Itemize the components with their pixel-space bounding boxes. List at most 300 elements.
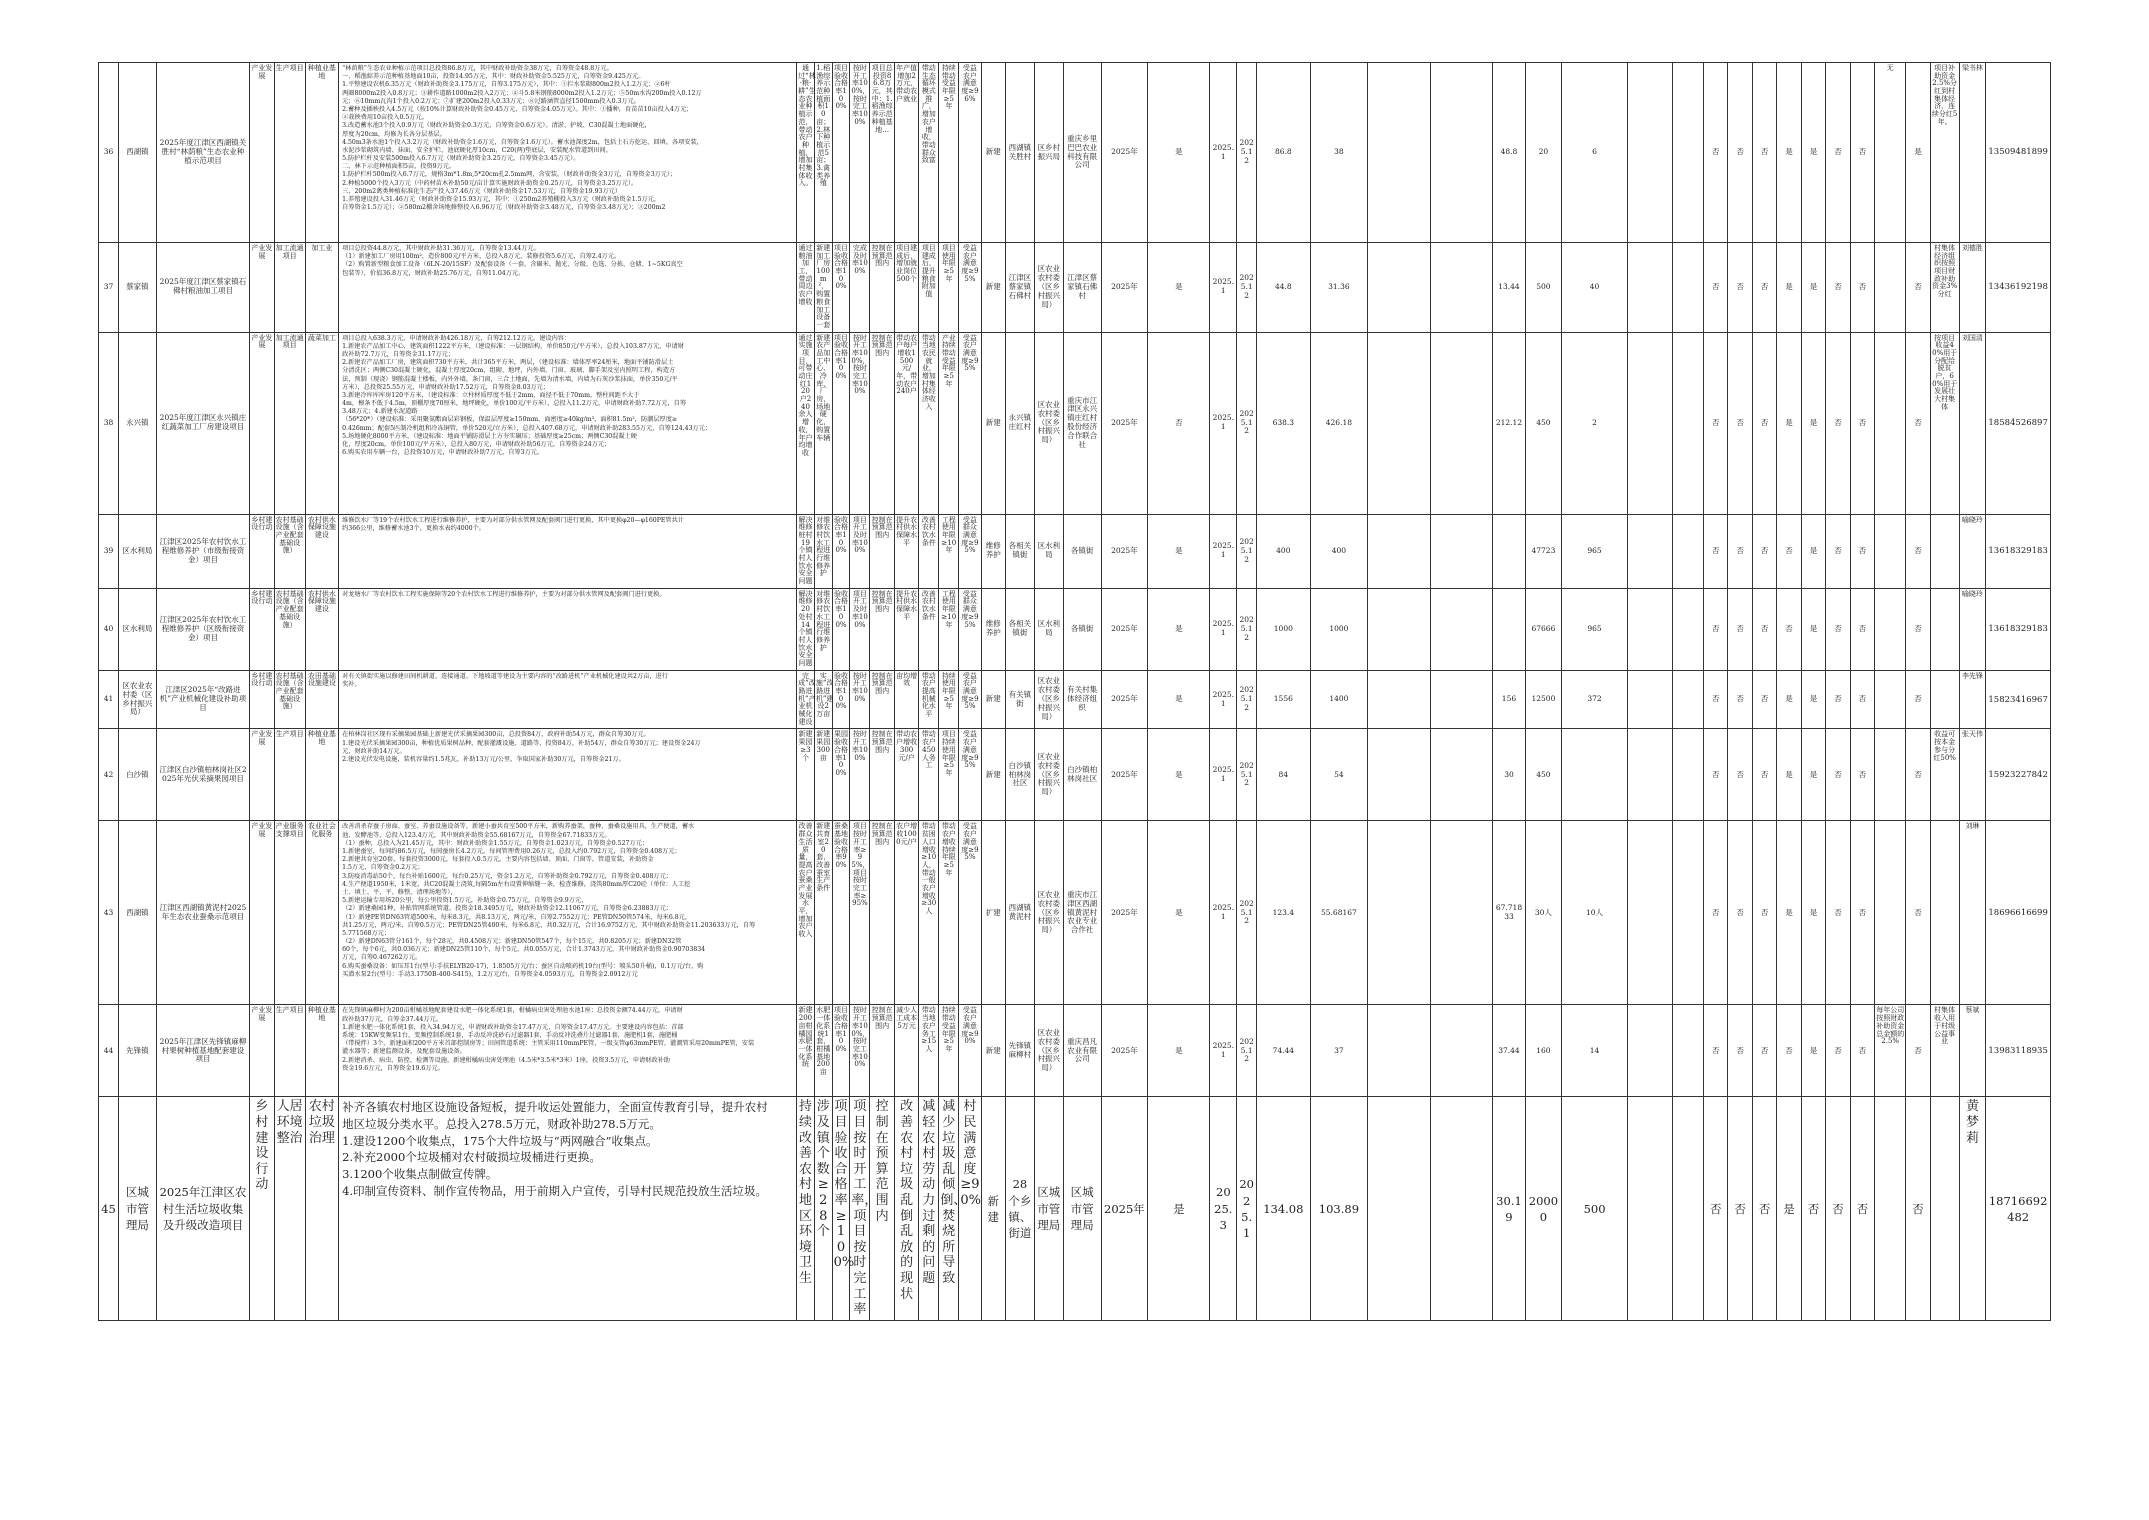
project-category-cell: 生产项目 xyxy=(274,63,305,243)
row-number-cell: 40 xyxy=(99,588,119,670)
implementing-unit-cell: 区水利局 xyxy=(119,588,157,670)
is-included-cell: 是 xyxy=(1148,670,1210,729)
start-date-cell: 2025.1 xyxy=(1210,63,1237,243)
content-line: 2.新建共育室20套，每套投资3000元，每套投入0.5万元。主要内容包括墙、顶面、门窗等，管道安装，补助资金 xyxy=(342,856,654,864)
timeliness-indicator-cell: 按时开工率100% xyxy=(850,729,870,821)
end-date-cell: 2025.12 xyxy=(1237,243,1257,333)
project-owner-cell: 重庆乡里巴巴农业科技有限公司 xyxy=(1063,63,1101,243)
construction-content-cell xyxy=(339,1097,797,1320)
content-line: 政补助72.7万元，自筹资金31.17万元； xyxy=(342,350,455,358)
start-date-cell: 2025.1 xyxy=(1210,243,1237,333)
flag-cell: 否 xyxy=(1752,821,1776,1005)
contact-person-cell: 张天伟 xyxy=(1959,729,1986,821)
implementing-unit-cell: 区水利局 xyxy=(119,514,157,588)
content-line: ②栽秧费用10亩投入0.5万元。 xyxy=(342,114,428,122)
content-line: 6.购买蚕桑设备：如压耳1台(型号:手扶ELYB20-17)，1.8505万元/台；蚕区自动喷药机19台(型号：喷头50升桶)，0.1万元/台，购 xyxy=(342,962,704,970)
profit-distribution-mechanism-cell xyxy=(1930,670,1959,729)
project-type-cell: 产业发展 xyxy=(250,729,274,821)
satisfaction-indicator-cell: 受益农户满意度≥95% xyxy=(959,729,981,821)
flag-cell: 否 xyxy=(1752,63,1776,243)
social-benefit-cell: 带动生态循环模式推广，增加农户增收，带动群众致富 xyxy=(919,63,939,243)
contact-person-cell: 刘德胜 xyxy=(1959,243,1986,333)
project-type-cell: 乡村建设行动 xyxy=(250,1097,274,1320)
project-subcategory-cell: 农村垃圾治理 xyxy=(305,1097,338,1320)
construction-content-cell xyxy=(339,514,797,588)
other-funds-a-cell xyxy=(1368,63,1430,243)
social-benefit-cell: 项目建成后，提升粮食附加值 xyxy=(919,243,939,333)
satisfaction-indicator-cell: 受益农户满意度≥95% xyxy=(959,332,981,514)
benefit-output-cell: 实施“改路进机”建设2万亩 xyxy=(814,670,832,729)
blank-cell xyxy=(1628,670,1672,729)
economic-benefit-cell: 带动农户每户增收1500元/年，带动农户240户 xyxy=(894,332,918,514)
flag-cell: 是 xyxy=(1801,588,1825,670)
benefit-target-cell: 改善群众生活质量，提高农户蚕桑产业发展水平，增加农户收入 xyxy=(797,821,815,1005)
project-category-cell: 农村基础设施（含产业配套基础设施） xyxy=(274,670,305,729)
content-line: 1.新建水肥一体化系统1套，投入34.94万元，申请财政补助资金17.47万元，自筹资金17.47万元。主要建设内容包括：首部 xyxy=(342,1023,684,1031)
project-owner-cell: 区城市管理局 xyxy=(1063,1097,1101,1320)
quality-indicator-cell: 项目验收合格率100% xyxy=(832,243,850,333)
implementing-unit-cell: 区城市管理局 xyxy=(119,1097,157,1320)
content-line: 5.场地硬化8000平方米，（建设标准：地面平铺防滑层土方夯实碾压；基础厚度≥25cm；两侧C30混凝土硬 xyxy=(342,432,637,440)
end-date-cell: 2025.1 xyxy=(1237,1097,1257,1320)
blank-cell xyxy=(1672,821,1703,1005)
content-line: 1.5万元，自筹资金0.2万元； xyxy=(342,864,424,872)
competent-department-cell: 区水利局 xyxy=(1034,588,1063,670)
benefit-mechanism-note-cell xyxy=(1875,243,1906,333)
project-name-cell: 2025年度江津区永兴镇庄红蔬菜加工厂房建设项目 xyxy=(156,332,249,514)
content-line: （2）购置新型粮食加工设备（6LN-20/15SF）及配套设备（一套，含碾米、抛光、分级、色选、分拣、仓储、1~5KG真空 xyxy=(342,261,683,269)
contact-person-cell: 喻晓玲 xyxy=(1959,588,1986,670)
blank-cell xyxy=(1672,588,1703,670)
flag-cell: 否 xyxy=(1703,670,1727,729)
content-line: 1.平整建设农机6.35万元（财政补助资金3.175万元，自筹3.175万元），其中：①拦水浆砌800m2投入1.2万元；②6杆 xyxy=(342,81,671,89)
implementing-unit-cell: 西湖镇 xyxy=(119,63,157,243)
content-line: （2）新建DN63管分161个，每个28元，共0.4508万元；新建DN50管547个，每个15元，共0.8205万元；新建DN32管 xyxy=(342,938,682,946)
economic-benefit-cell: 年产值增加2万元，带动农户就业 xyxy=(894,63,918,243)
flag-cell: 否 xyxy=(1703,63,1727,243)
project-owner-cell: 重庆市江津区永兴镇庄红村股份经济合作联合社 xyxy=(1063,332,1101,514)
construction-nature-cell: 维修养护 xyxy=(981,588,1005,670)
benefit-target-cell: 通过实施项目，可带动庄红120户240余人增收，年户均增收 xyxy=(797,332,815,514)
content-line: 6.购买农用车辆一台，总投资10万元，申请财政补助7万元，自筹3万元。 xyxy=(342,449,544,457)
blank-cell xyxy=(1628,332,1672,514)
flag-cell: 否 xyxy=(1850,729,1874,821)
row-number-cell: 36 xyxy=(99,63,119,243)
profit-distribution-mechanism-cell: 收益可按本金参与分红50% xyxy=(1930,729,1959,821)
content-line: 政补助37万元，自筹金37.44万元。 xyxy=(342,1015,442,1023)
content-line: 池、发酵池等，总投入123.4万元，其中财政补助资金55.68167万元，自筹资金67.71833万元。 xyxy=(342,831,611,839)
content-line: 3.新建冷库库库房120平方米，（建设标准：立柱材质厚度不低于2mm，面径不低于70mm，整柱间距不大于 xyxy=(342,391,640,399)
construction-nature-cell: 新建 xyxy=(981,729,1005,821)
construction-nature-cell: 新建 xyxy=(981,670,1005,729)
flag-cell: 否 xyxy=(1801,1097,1825,1320)
benefit-mechanism-note-cell: 无 xyxy=(1875,63,1906,243)
beneficiary-poor-households-cell: 965 xyxy=(1561,588,1628,670)
benefit-output-cell: 1.稻渔综养示范种植面积10亩；2.林下种植示范5亩；3.禽类养殖 xyxy=(814,63,832,243)
content-line: 维修饮水厂等19个农村饮水工程进行维修养护，主要为对部分供水管网及配套阀门进行更换，其中更换φ20—φ160PE管共计 xyxy=(342,516,684,524)
start-date-cell: 2025.1 xyxy=(1210,588,1237,670)
end-date-cell: 2025.12 xyxy=(1237,821,1257,1005)
content-line: 万元，自筹0.467262万元。 xyxy=(342,954,422,962)
is-linked-cell: 否 xyxy=(1906,1005,1930,1097)
row-number-cell: 45 xyxy=(99,1097,119,1320)
table-row xyxy=(99,243,2051,333)
cost-indicator-cell: 控制在预算范围内 xyxy=(870,243,894,333)
fiscal-funds-cell: 31.36 xyxy=(1310,243,1368,333)
flag-cell: 否 xyxy=(1703,729,1727,821)
fiscal-funds-cell: 103.89 xyxy=(1310,1097,1368,1320)
beneficiary-poor-households-cell: 2 xyxy=(1561,332,1628,514)
content-line: 2.建设光伏发电设施，装机容量约1.5兆瓦，补助13万元/公里，争取国家补助30万元，自筹资金21万。 xyxy=(342,756,625,763)
start-date-cell: 2025.1 xyxy=(1210,332,1237,514)
self-raised-funds-cell: 30.19 xyxy=(1492,1097,1525,1320)
flag-cell: 否 xyxy=(1703,821,1727,1005)
content-line: 5.新建运输专用场20公里，每公里投资1.5万元，补助资金0.75万元，自筹资金9.9万元， xyxy=(342,897,588,905)
flag-cell: 是 xyxy=(1801,63,1825,243)
start-date-cell: 2025.1 xyxy=(1210,670,1237,729)
social-benefit-cell: 改善农村饮水条件 xyxy=(919,514,939,588)
content-line: 1.建设光伏采摘果园300亩，种植优质果树品种，配套灌溉设施、道路等，投资84万，补助54万，群众自筹30万元；建设资金24万 xyxy=(342,739,701,747)
timeliness-indicator-cell: 项目开工及时率100% xyxy=(850,514,870,588)
project-location-cell: 白沙镇柏林岗社区 xyxy=(1005,729,1034,821)
end-date-cell: 2025.12 xyxy=(1237,1005,1257,1097)
blank-cell xyxy=(1672,243,1703,333)
economic-benefit-cell: 带动农户增收300元/户 xyxy=(894,729,918,821)
content-line: 元；⑥10mm瓦沟1个投入0.2万元；⑦扩建200m2投入0.33万元；⑧过路涵管直径1500mm投入0.3万元。 xyxy=(342,97,640,105)
project-location-cell: 各相关镇街 xyxy=(1005,588,1034,670)
row-number-cell: 43 xyxy=(99,821,119,1005)
start-date-cell: 2025.1 xyxy=(1210,821,1237,1005)
is-linked-cell: 否 xyxy=(1906,514,1930,588)
beneficiary-households-cell: 450 xyxy=(1526,332,1562,514)
profit-distribution-mechanism-cell: 项目补助资金2.5%分红到村集体经济，连续分红5年。 xyxy=(1930,63,1959,243)
project-location-cell: 西湖镇关胜村 xyxy=(1005,63,1034,243)
blank-cell xyxy=(1672,63,1703,243)
total-investment-cell: 123.4 xyxy=(1257,821,1310,1005)
contact-person-cell: 李先锋 xyxy=(1959,670,1986,729)
flag-cell: 否 xyxy=(1777,1005,1801,1097)
project-subcategory-cell: 种植业基地 xyxy=(305,1005,338,1097)
total-investment-cell: 84 xyxy=(1257,729,1310,821)
benefit-mechanism-note-cell: 每年公司按照财政补助资金总金额的2.5% xyxy=(1875,1005,1906,1097)
contact-phone-cell: 13436192198 xyxy=(1986,243,2051,333)
other-funds-a-cell xyxy=(1368,332,1430,514)
end-date-cell: 2025.12 xyxy=(1237,588,1257,670)
project-name-cell: 江津区2025年农村饮水工程维修养护（市级衔接资金）项目 xyxy=(156,514,249,588)
self-raised-funds-cell: 13.44 xyxy=(1492,243,1525,333)
is-included-cell: 是 xyxy=(1148,1005,1210,1097)
project-location-cell: 先锋镇麻柳村 xyxy=(1005,1005,1034,1097)
blank-cell xyxy=(1628,729,1672,821)
is-linked-cell: 否 xyxy=(1906,670,1930,729)
quality-indicator-cell: 项目验收合格率100% xyxy=(832,332,850,514)
content-line: 灌水器等；新建监测设备，及配套设施设备。 xyxy=(342,1048,466,1056)
contact-person-cell: 刘琳 xyxy=(1959,821,1986,1005)
content-line: 对有关镇街实施以修建田间机耕道、连接通道、下地坡道等建设为主要内容的“改路进机”产业机械化建设共2万亩，进行 xyxy=(342,672,668,680)
row-number-cell: 42 xyxy=(99,729,119,821)
implementing-unit-cell: 先锋镇 xyxy=(119,1005,157,1097)
project-location-cell: 各相关镇街 xyxy=(1005,514,1034,588)
project-type-cell: 产业发展 xyxy=(250,332,274,514)
flag-cell: 否 xyxy=(1728,1097,1752,1320)
quality-indicator-cell: 果园验收合格率100% xyxy=(832,729,850,821)
project-category-cell: 农村基础设施（含产业配套基础设施） xyxy=(274,514,305,588)
row-number-cell: 44 xyxy=(99,1005,119,1097)
sustainability-indicator-cell: 持续带动受益年限≥5年 xyxy=(939,63,959,243)
flag-cell: 否 xyxy=(1752,1005,1776,1097)
beneficiary-poor-households-cell: 500 xyxy=(1561,1097,1628,1320)
sustainability-indicator-cell: 带动农户增收持续年限≥5年 xyxy=(939,821,959,1005)
content-line: （1）蚕种，总投入为21.45万元，其中：财政补助资金1.55万元，自筹资金1.023万元，自筹资金0.527万元； xyxy=(342,839,649,847)
construction-content-cell xyxy=(339,729,797,821)
table-body xyxy=(99,63,2051,1321)
content-line: 4.50m3条水池1个投入3.2万元（财政补助资金1.6万元，自筹资金1.6万元）。蓄水池深度2m，包括土石方挖运、回填、各项安装， xyxy=(342,138,703,146)
satisfaction-indicator-cell: 受益农户满意度≥95% xyxy=(959,243,981,333)
profit-distribution-mechanism-cell: 村集体经济组织按照项目财政补助资金3%分红 xyxy=(1930,243,1959,333)
is-linked-cell: 否 xyxy=(1906,729,1930,821)
content-line: 自筹资金1.5万元）；②580m2棚舍场地修整投入6.96万元（财政补助资金3.48万元，自筹资金3.48万元）；③200m2 xyxy=(342,204,666,212)
satisfaction-indicator-cell: 受益农户满意度≥90% xyxy=(959,1005,981,1097)
fiscal-funds-cell: 426.18 xyxy=(1310,332,1368,514)
benefit-target-cell: 通过粮油加工，带动周边农户增收 xyxy=(797,243,815,333)
beneficiary-poor-households-cell: 40 xyxy=(1561,243,1628,333)
fiscal-funds-cell: 37 xyxy=(1310,1005,1368,1097)
is-included-cell: 是 xyxy=(1148,729,1210,821)
quality-indicator-cell: 项目验收合格率100% xyxy=(832,63,850,243)
content-line: 5.771568万元； xyxy=(342,929,391,937)
self-raised-funds-cell: 37.44 xyxy=(1492,1005,1525,1097)
flag-cell: 是 xyxy=(1801,243,1825,333)
project-category-cell: 加工流通项目 xyxy=(274,332,305,514)
sustainability-indicator-cell: 工程使用年限≥10年 xyxy=(939,514,959,588)
cost-indicator-cell: 项目总投资86.8万元，其中：1.稻渔综养示范种植基地… xyxy=(870,63,894,243)
flag-cell: 否 xyxy=(1826,1097,1850,1320)
profit-distribution-mechanism-cell xyxy=(1930,821,1959,1005)
plan-year-cell: 2025年 xyxy=(1101,1005,1148,1097)
content-line: 5.防护栏杆及安装500m投入6.7万元（财政补助资金3.25万元，自筹资金3.45万元）。 xyxy=(342,155,580,163)
content-line: “林荫粮”生态农业种植示范项目总投资86.8万元，其中财政补助资金38万元，自筹资金48.8万元。 xyxy=(342,65,613,72)
benefit-mechanism-note-cell xyxy=(1875,821,1906,1005)
beneficiary-households-cell: 47723 xyxy=(1526,514,1562,588)
content-line: 4.生产便道1950米，1米宽，共C20混凝土浇筑,每隔5m左右设置伸缩缝一条，检查维修，浇筑80mm厚C20砼（单位：人工挖 xyxy=(342,880,691,888)
plan-year-cell: 2025年 xyxy=(1101,729,1148,821)
competent-department-cell: 区农业农村委（区乡村振兴局） xyxy=(1034,729,1063,821)
table-row xyxy=(99,63,2051,243)
blank-cell xyxy=(1628,821,1672,1005)
economic-benefit-cell: 提升农村供水保障水平 xyxy=(894,588,918,670)
self-raised-funds-cell: 67.71833 xyxy=(1492,821,1525,1005)
content-line: 买潜水泵2台(型号：手动3.1750B-400-S415)，1.2万元/台，自筹资金4.0593万元，自筹资金2.0912万元 xyxy=(342,970,638,978)
project-subcategory-cell: 农田基础设施建设 xyxy=(305,670,338,729)
competent-department-cell: 区乡村振兴局 xyxy=(1034,63,1063,243)
contact-phone-cell: 13509481899 xyxy=(1986,63,2051,243)
flag-cell: 是 xyxy=(1801,670,1825,729)
project-name-cell: 2025年度江津区西湖镇关胜村“林荫粮”生态农业种植示范项目 xyxy=(156,63,249,243)
timeliness-indicator-cell: 按时开工率100% xyxy=(850,670,870,729)
quality-indicator-cell: 验收合格率100% xyxy=(832,588,850,670)
start-date-cell: 2025.1 xyxy=(1210,514,1237,588)
social-benefit-cell: 带动农户提高机械化水平 xyxy=(919,670,939,729)
other-funds-a-cell xyxy=(1368,514,1430,588)
cost-indicator-cell: 控制在预算范围内 xyxy=(870,821,894,1005)
benefit-target-cell: 解决维修桩村19个镇村人饮水安全问题 xyxy=(797,514,815,588)
total-investment-cell: 638.3 xyxy=(1257,332,1310,514)
project-category-cell: 生产项目 xyxy=(274,1005,305,1097)
cost-indicator-cell: 控制在预算范围内 xyxy=(870,332,894,514)
project-type-cell: 乡村建设行动 xyxy=(250,514,274,588)
self-raised-funds-cell: 156 xyxy=(1492,670,1525,729)
flag-cell: 是 xyxy=(1777,243,1801,333)
contact-person-cell: 刘国清 xyxy=(1959,332,1986,514)
beneficiary-households-cell: 20 xyxy=(1526,63,1562,243)
social-benefit-cell: 改善农村饮水条件 xyxy=(919,588,939,670)
social-benefit-cell: 带动贫困人口增收≥10人，带动一般农户增收≥30人 xyxy=(919,821,939,1005)
construction-nature-cell: 新建 xyxy=(981,63,1005,243)
total-investment-cell: 86.8 xyxy=(1257,63,1310,243)
contact-person-cell: 黄梦莉 xyxy=(1959,1097,1986,1320)
construction-content-cell xyxy=(339,588,797,670)
blank-cell xyxy=(1628,1005,1672,1097)
other-funds-b-cell xyxy=(1430,1097,1492,1320)
start-date-cell: 2025.1 xyxy=(1210,1005,1237,1097)
construction-content-cell xyxy=(339,1005,797,1097)
flag-cell: 否 xyxy=(1752,243,1776,333)
content-line: 4m，檩条不低于4.5m，顶棚厚度70厘米，地坪硬化，单价100元/平方米），总投入11.2万元，申请财政补助7.72万元，自筹 xyxy=(342,400,687,408)
content-line: 地区垃圾分类水平。总投入278.5万元，财政补助278.5万元。 xyxy=(342,1117,661,1132)
project-type-cell: 乡村建设行动 xyxy=(250,588,274,670)
self-raised-funds-cell: 30 xyxy=(1492,729,1525,821)
content-line: 项目总投资44.8万元，其中财政补助31.36万元，自筹资金13.44万元。 xyxy=(342,245,540,252)
flag-cell: 否 xyxy=(1826,1005,1850,1097)
other-funds-a-cell xyxy=(1368,1005,1430,1097)
flag-cell: 否 xyxy=(1850,588,1874,670)
plan-year-cell: 2025年 xyxy=(1101,1097,1148,1320)
flag-cell: 是 xyxy=(1777,729,1801,821)
flag-cell: 是 xyxy=(1801,821,1825,1005)
is-linked-cell: 否 xyxy=(1906,821,1930,1005)
beneficiary-households-cell: 20000 xyxy=(1526,1097,1562,1320)
benefit-output-cell: 涉及镇个数≥28个 xyxy=(814,1097,832,1320)
flag-cell: 否 xyxy=(1703,1097,1727,1320)
total-investment-cell: 44.8 xyxy=(1257,243,1310,333)
competent-department-cell: 区农业农村委（区乡村振兴局） xyxy=(1034,821,1063,1005)
profit-distribution-mechanism-cell xyxy=(1930,514,1959,588)
economic-benefit-cell: 项目建成后，增加就业岗位500个 xyxy=(894,243,918,333)
other-funds-a-cell xyxy=(1368,1097,1430,1320)
table-row xyxy=(99,588,2051,670)
other-funds-b-cell xyxy=(1430,670,1492,729)
other-funds-b-cell xyxy=(1430,332,1492,514)
beneficiary-households-cell: 67666 xyxy=(1526,588,1562,670)
cost-indicator-cell: 控制在预算范围内 xyxy=(870,670,894,729)
plan-year-cell: 2025年 xyxy=(1101,670,1148,729)
contact-person-cell: 蔡斌 xyxy=(1959,1005,1986,1097)
fiscal-funds-cell: 54 xyxy=(1310,729,1368,821)
flag-cell: 是 xyxy=(1801,332,1825,514)
total-investment-cell: 1000 xyxy=(1257,588,1310,670)
competent-department-cell: 区农业农村委（区乡村振兴局） xyxy=(1034,670,1063,729)
construction-content-cell xyxy=(339,670,797,729)
project-category-cell: 生产项目 xyxy=(274,729,305,821)
competent-department-cell: 区农业农村委（区乡村振兴局） xyxy=(1034,243,1063,333)
content-line: 2.补充2000个垃圾桶对农村破损垃圾桶进行更换。 xyxy=(342,1150,601,1165)
blank-cell xyxy=(1628,63,1672,243)
benefit-target-cell: 新建果园≥3个 xyxy=(797,729,815,821)
is-included-cell: 是 xyxy=(1148,514,1210,588)
flag-cell: 否 xyxy=(1728,332,1752,514)
total-investment-cell: 134.08 xyxy=(1257,1097,1310,1320)
satisfaction-indicator-cell: 受益群众满意度≥95% xyxy=(959,514,981,588)
timeliness-indicator-cell: 按时开工率100%，按时完工率100% xyxy=(850,1005,870,1097)
content-line: 共1.25万元，两元/米，自筹0.5万元；PE管DN25管400米，每米6.8元，共0.32万元，合计16.9752万元，其中财政补助资金11.203633万元，自筹 xyxy=(342,921,756,929)
benefit-mechanism-note-cell xyxy=(1875,1097,1906,1320)
plan-year-cell: 2025年 xyxy=(1101,821,1148,1005)
other-funds-b-cell xyxy=(1430,1005,1492,1097)
construction-nature-cell: 新建 xyxy=(981,1005,1005,1097)
content-line: 一、稻渔綜养示范种植基地面10亩，投资14.95万元，其中：财政补助资金5.525万元，自筹资金9.425万元。 xyxy=(342,73,645,81)
fiscal-funds-cell: 400 xyxy=(1310,514,1368,588)
content-line: 奖补。 xyxy=(342,680,361,688)
contact-phone-cell: 18716692482 xyxy=(1986,1097,2051,1320)
quality-indicator-cell: 蚕桑基地验收合格率90% xyxy=(832,821,850,1005)
project-owner-cell: 有关村集体经济组织 xyxy=(1063,670,1101,729)
flag-cell: 否 xyxy=(1850,243,1874,333)
flag-cell: 否 xyxy=(1752,332,1776,514)
benefit-mechanism-note-cell xyxy=(1875,588,1906,670)
content-line: 在先锋镇麻柳村为200亩柑橘基地配套建设水肥一体化系统1套，柑橘病虫害处理池水池1座；总投资金额74.44万元，申请财 xyxy=(342,1007,683,1015)
social-benefit-cell: 带动当地农民就业，增加村集体经济收入 xyxy=(919,332,939,514)
flag-cell: 否 xyxy=(1826,332,1850,514)
project-location-cell: 有关镇街 xyxy=(1005,670,1034,729)
flag-cell: 是 xyxy=(1777,63,1801,243)
benefit-target-cell: 新建200亩柑橘园水肥一体化系统 xyxy=(797,1005,815,1097)
content-line: （56*20*）（建设标准：采用聚氨酯面层彩钢板，保温层厚度≥150mm，面密度≥40kg/m³，面积81.5m²，防潮层厚度≥ xyxy=(342,416,678,424)
beneficiary-poor-households-cell: 372 xyxy=(1561,670,1628,729)
satisfaction-indicator-cell: 受益农户满意度≥96% xyxy=(959,63,981,243)
is-included-cell: 是 xyxy=(1148,63,1210,243)
content-line: 土、填土、平、平、修整，清理场地等）， xyxy=(342,888,457,896)
other-funds-a-cell xyxy=(1368,670,1430,729)
content-line: 系统：15KW变频泵1台，变频控制系统1套，手动反冲洗砂石过滤器1套，手动反冲洗叠片过滤器1套，施肥机1套，施肥桶 xyxy=(342,1032,678,1039)
project-type-cell: 产业发展 xyxy=(250,821,274,1005)
quality-indicator-cell: 验收合格率100% xyxy=(832,514,850,588)
content-line: 补齐各镇农村地区设施设备短板，提升收运处置能力，全面宣传教育引导，提升农村 xyxy=(342,1100,768,1115)
flag-cell: 否 xyxy=(1728,514,1752,588)
plan-year-cell: 2025年 xyxy=(1101,243,1148,333)
beneficiary-households-cell: 12500 xyxy=(1526,670,1562,729)
content-line: 元，财政补助14万元。 xyxy=(342,747,406,755)
content-line: （1）新建PE管DN63管道500米，每米8.3元，共8.13万元，两元/米，自筹2.7552万元；PE管DN50管574米，每米6.8元， xyxy=(342,913,692,921)
cost-indicator-cell: 控制在预算范围内 xyxy=(870,729,894,821)
plan-year-cell: 2025年 xyxy=(1101,63,1148,243)
flag-cell: 否 xyxy=(1777,514,1801,588)
fiscal-funds-cell: 1000 xyxy=(1310,588,1368,670)
flag-cell: 否 xyxy=(1826,729,1850,821)
flag-cell: 否 xyxy=(1728,243,1752,333)
competent-department-cell: 区农业农村委（区乡村振兴局） xyxy=(1034,1005,1063,1097)
project-type-cell: 乡村建设行动 xyxy=(250,670,274,729)
content-line: 包装等），价值36.8万元，财政补助25.76万元，自筹11.04万元。 xyxy=(342,269,525,277)
flag-cell: 否 xyxy=(1826,514,1850,588)
content-line: 厚度为20cm，均修为长各分层基层。 xyxy=(342,130,446,138)
flag-cell: 否 xyxy=(1850,670,1874,729)
economic-benefit-cell: 亩均增效 xyxy=(894,670,918,729)
plan-year-cell: 2025年 xyxy=(1101,332,1148,514)
is-linked-cell: 否 xyxy=(1906,588,1930,670)
sustainability-indicator-cell: 持续带动受益年限≥5年 xyxy=(939,1005,959,1097)
flag-cell: 否 xyxy=(1703,332,1727,514)
flag-cell: 否 xyxy=(1850,332,1874,514)
